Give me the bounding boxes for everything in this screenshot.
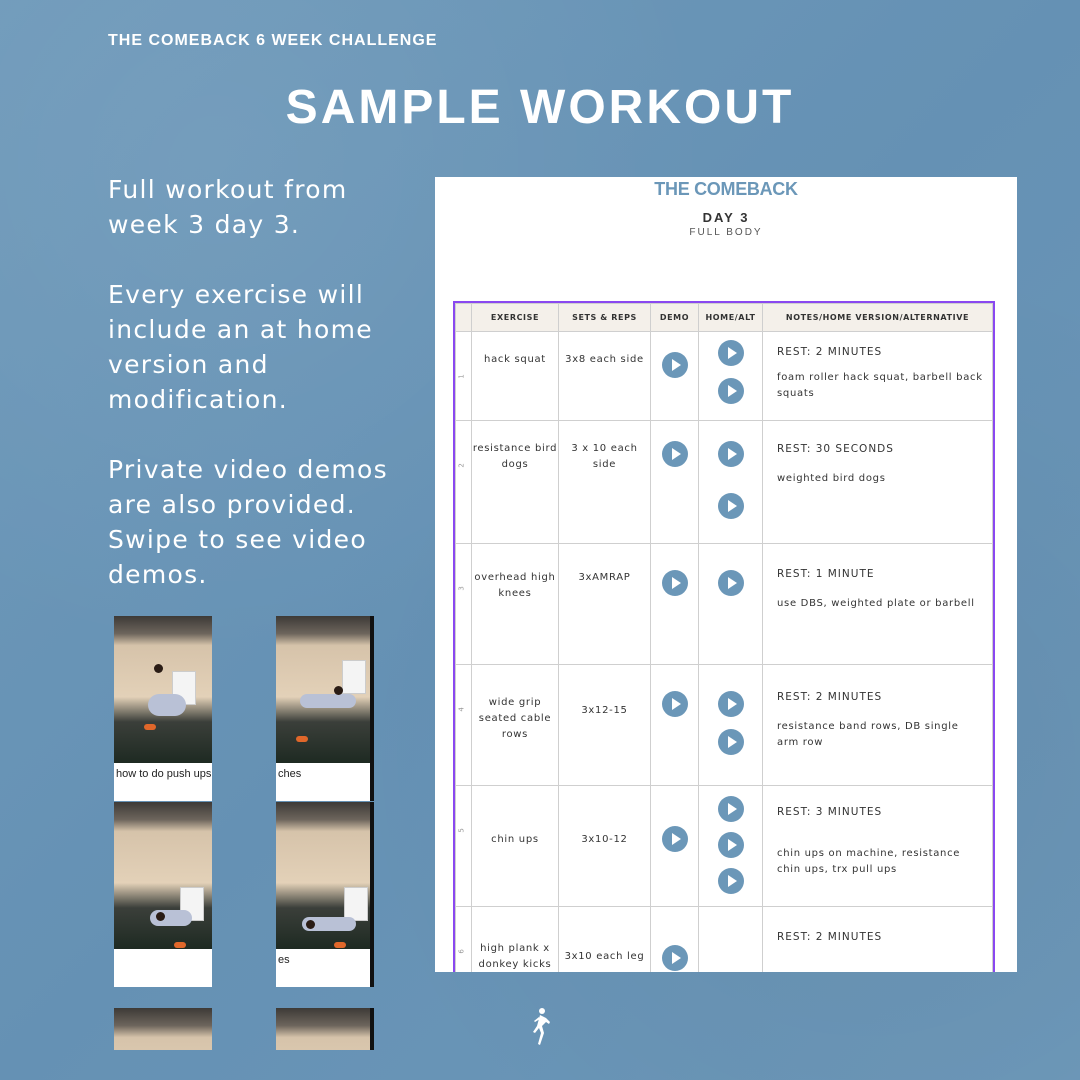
exercise-name: wide grip seated cable rows [472,665,559,786]
row-number: 6 [456,907,472,973]
sets-reps: 3 x 10 each side [559,421,651,544]
person [148,694,186,716]
exercise-name: high plank x donkey kicks [472,907,559,973]
video-thumbnail[interactable] [114,1008,212,1050]
row-number: 1 [456,332,472,421]
play-icon[interactable] [718,340,744,366]
play-icon[interactable] [718,832,744,858]
column-header: HOME/ALT [699,304,763,332]
rest-time: REST: 2 MINUTES [777,346,883,358]
dumbbell [174,942,186,948]
column-header: DEMO [651,304,699,332]
home-alt-cell [699,907,763,973]
alt-note: use DBS, weighted plate or barbell [777,598,975,609]
demo-cell [651,907,699,973]
exercise-name: chin ups [472,786,559,907]
play-icon[interactable] [718,378,744,404]
table-row [456,544,993,665]
workout-document [435,177,1017,972]
person-head [306,920,315,929]
person-head [334,686,343,695]
play-icon[interactable] [718,691,744,717]
video-frame [276,1008,374,1050]
row-number: 4 [456,665,472,786]
exercise-name: resistance bird dogs [472,421,559,544]
sets-reps: 3x12-15 [559,665,651,786]
frame-edge [370,802,374,987]
video-caption: how to do push ups [116,768,212,780]
page-title: SAMPLE WORKOUT [285,81,795,134]
rest-time: REST: 2 MINUTES [777,691,883,703]
doc-day: DAY 3 [702,210,750,225]
frame-edge [370,616,374,801]
rest-time: REST: 1 MINUTE [777,568,875,580]
alt-note: chin ups on machine, resistance chin ups, trx pull ups [777,848,961,875]
play-icon[interactable] [718,570,744,596]
home-alt-cell [699,332,763,421]
sets-reps: 3x10-12 [559,786,651,907]
video-frame [114,616,212,763]
dumbbell [296,736,308,742]
table-row [456,665,993,786]
home-alt-cell [699,421,763,544]
play-icon[interactable] [662,691,688,717]
kicker: THE COMEBACK 6 WEEK CHALLENGE [108,32,438,49]
person-head [156,912,165,921]
alt-note: weighted bird dogs [777,473,886,484]
frame-edge [370,1008,374,1050]
demo-cell [651,421,699,544]
play-icon[interactable] [718,493,744,519]
dumbbell [334,942,346,948]
video-frame [114,802,212,949]
play-icon[interactable] [662,441,688,467]
video-frame [114,1008,212,1050]
notes-cell [763,786,993,907]
play-icon[interactable] [718,868,744,894]
play-icon[interactable] [718,441,744,467]
row-number: 2 [456,421,472,544]
play-icon[interactable] [718,729,744,755]
whiteboard [342,660,366,694]
video-caption: ches [278,768,302,780]
column-header: SETS & REPS [559,304,651,332]
demo-cell [651,786,699,907]
column-header: NOTES/HOME VERSION/ALTERNATIVE [763,304,993,332]
video-thumbnail[interactable] [114,616,212,801]
notes-cell [763,332,993,421]
notes-cell [763,907,993,973]
home-alt-cell [699,786,763,907]
notes-cell [763,544,993,665]
demo-cell [651,332,699,421]
column-header-num [456,304,472,332]
video-caption: es [278,954,290,966]
exercise-name: hack squat [472,332,559,421]
table-row [456,421,993,544]
person-head [154,664,163,673]
table-row [456,907,993,973]
table-row [456,786,993,907]
rest-time: REST: 3 MINUTES [777,806,883,818]
runner-logo-icon [527,1006,553,1048]
column-header: EXERCISE [472,304,559,332]
table-header-row [456,304,993,332]
intro-paragraph-2: Every exercise will include an at home version and modification. [108,280,373,414]
play-icon[interactable] [662,352,688,378]
whiteboard [344,887,368,921]
play-icon[interactable] [718,796,744,822]
home-alt-cell [699,665,763,786]
alt-note: resistance band rows, DB single arm row [777,721,959,748]
video-thumbnail[interactable] [276,802,374,987]
play-icon[interactable] [662,826,688,852]
play-icon[interactable] [662,945,688,971]
doc-subtitle: FULL BODY [689,227,763,238]
workout-table [455,303,993,972]
table-row [456,332,993,421]
notes-cell [763,665,993,786]
person [300,694,356,708]
intro-paragraph-3: Private video demos are also provided. Swipe to see video demos. [108,455,388,589]
exercise-name: overhead high knees [472,544,559,665]
demo-cell [651,544,699,665]
sets-reps: 3xAMRAP [559,544,651,665]
notes-cell [763,421,993,544]
home-alt-cell [699,544,763,665]
demo-cell [651,665,699,786]
doc-brand: THE COMEBACK [654,179,798,199]
intro-text [108,172,398,627]
video-thumbnail[interactable] [276,616,374,801]
video-thumbnail[interactable] [114,802,212,987]
row-number: 3 [456,544,472,665]
sets-reps: 3x8 each side [559,332,651,421]
rest-time: REST: 30 SECONDS [777,443,894,455]
play-icon[interactable] [662,570,688,596]
intro-paragraph-1: Full workout from week 3 day 3. [108,175,348,239]
sets-reps: 3x10 each leg [559,907,651,973]
video-thumbnail[interactable] [276,1008,374,1050]
rest-time: REST: 2 MINUTES [777,931,883,943]
alt-note: foam roller hack squat, barbell back squats [777,372,983,399]
row-number: 5 [456,786,472,907]
dumbbell [144,724,156,730]
